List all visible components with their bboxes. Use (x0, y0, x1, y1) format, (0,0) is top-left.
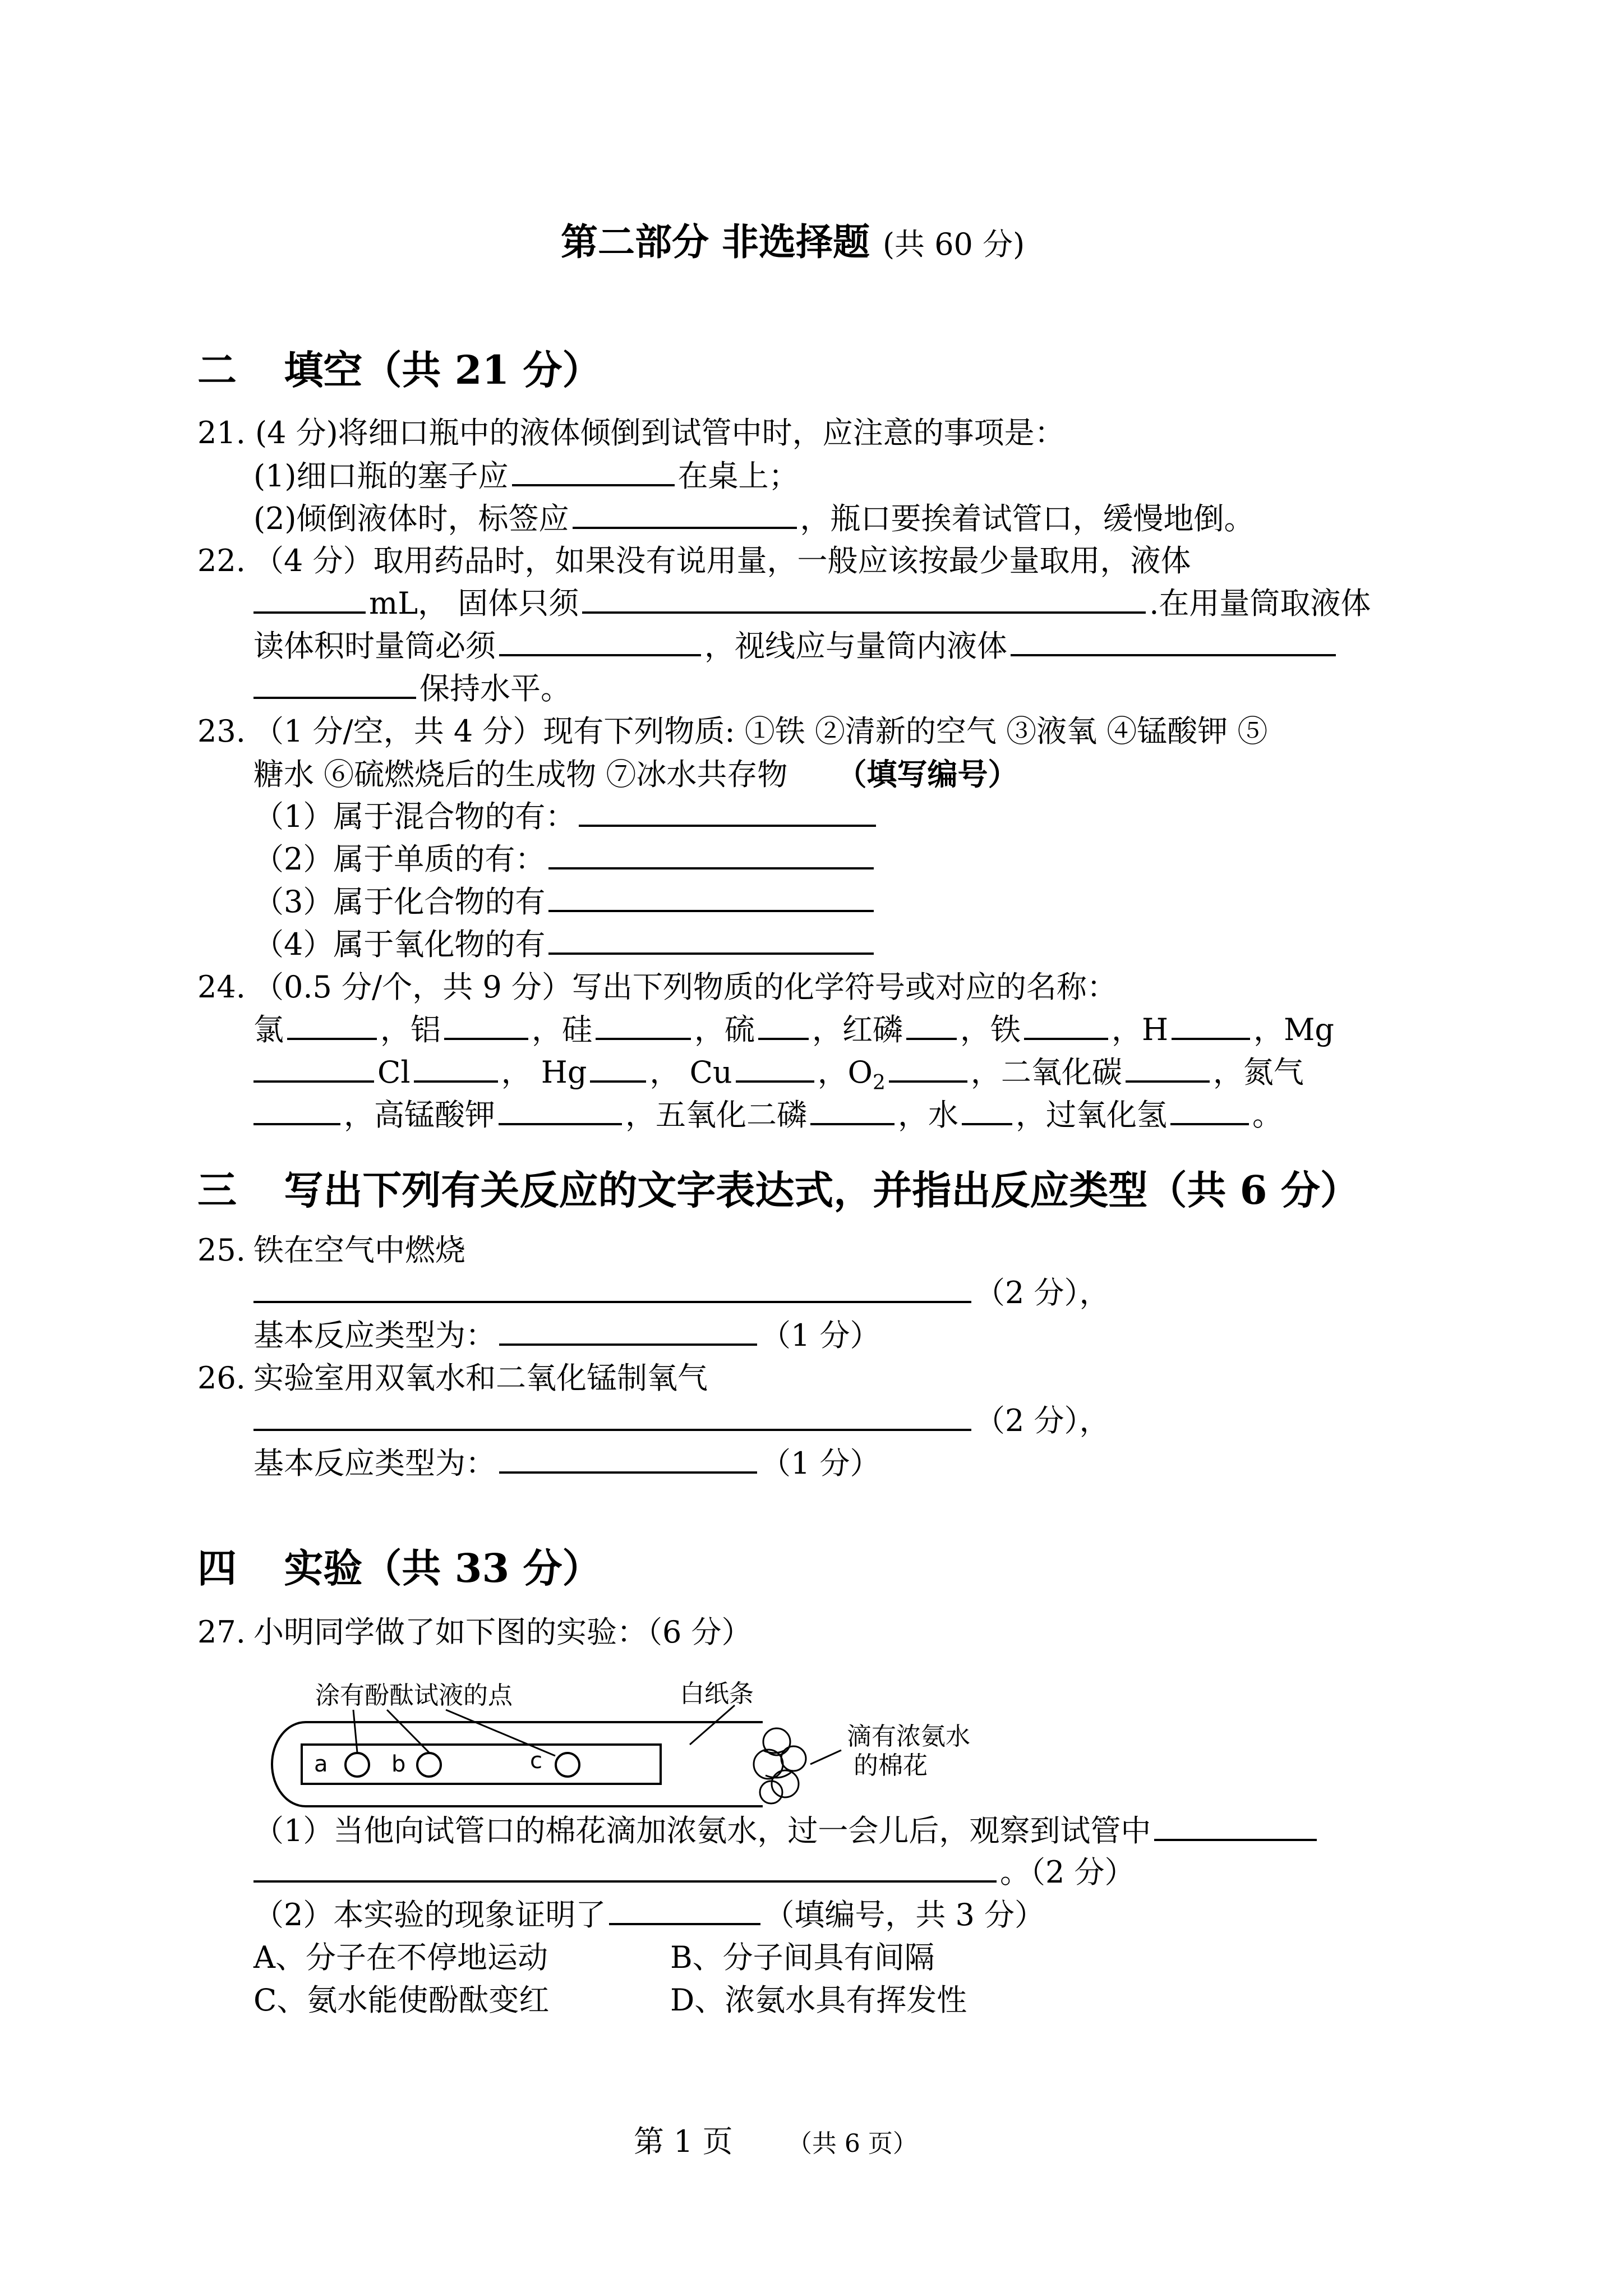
q24-row1 (253, 1012, 1334, 1048)
q26-score1: （2 分）， (975, 1403, 1110, 1438)
section-4-number: 四 (197, 1545, 237, 1591)
q24-blank[interactable] (590, 1055, 646, 1083)
q25-line-equation (253, 1275, 1110, 1311)
q23-sub1 (253, 799, 879, 835)
q24-r2-item: ，二氧化碳 (970, 1055, 1122, 1090)
dot-label-b: b (391, 1751, 406, 1777)
q22-blank-4[interactable] (1011, 628, 1336, 656)
q22-line1: （4 分）取用药品时，如果没有说用量，一般应该按最少量取用，液体 (253, 543, 1191, 578)
q24-line1: （0.5 分/个，共 9 分）写出下列物质的化学符号或对应的名称： (253, 969, 1117, 1005)
q24-r2-item: ， Cu (649, 1055, 732, 1090)
q21-line1-b: 在桌上； (677, 458, 799, 494)
q27-option-d: D、浓氨水具有挥发性 (670, 1982, 967, 2018)
q24-blank[interactable] (253, 1097, 340, 1125)
q23-sub3-label: （3）属于化合物的有 (253, 884, 546, 919)
q24-blank[interactable] (889, 1055, 967, 1083)
q27-part1-score: 。（2 分） (1000, 1855, 1135, 1890)
q27-part1-text: （1）当他向试管口的棉花滴加浓氨水，过一会儿后，观察到试管中 (253, 1813, 1151, 1848)
q27-option-a: A、分子在不停地运动 (253, 1940, 548, 1975)
q24-r2-item: ， Hg (501, 1055, 587, 1090)
dot-label-c: c (530, 1748, 542, 1774)
q24-blank[interactable] (906, 1012, 957, 1040)
q24-r1-item: ，红磷 (812, 1012, 903, 1047)
q21-line2 (253, 501, 1255, 537)
q23-number: 23. (197, 714, 246, 749)
cotton-pointer (810, 1750, 841, 1764)
q23-sub2-label: （2）属于单质的有： (253, 841, 546, 877)
section-3-heading (197, 1159, 1359, 1216)
q26-title: 实验室用双氧水和二氧化锰制氧气 (253, 1360, 708, 1396)
q24-blank[interactable] (736, 1055, 814, 1083)
dot-label-a: a (314, 1751, 328, 1777)
section-2-title: 填空（共 21 分） (284, 347, 602, 393)
q26-line-type (253, 1446, 880, 1481)
q24-blank[interactable] (1126, 1055, 1210, 1083)
q24-blank[interactable] (1170, 1097, 1249, 1125)
figure-label-dots: 涂有酚酞试液的点 (315, 1681, 513, 1710)
q24-r3-item: ，高锰酸钾 (344, 1097, 495, 1133)
q24-r1-item: ，Mg (1253, 1012, 1334, 1047)
q21-blank-2[interactable] (573, 501, 797, 529)
page-total: （共 6 页） (787, 2129, 917, 2158)
q22-line3-a: 读体积时量筒必须 (253, 628, 496, 664)
q23-blank-3[interactable] (548, 884, 874, 912)
q23-sub4-label: （4）属于氧化物的有 (253, 927, 546, 962)
q22-blank-2[interactable] (582, 586, 1146, 614)
q27-part1-line1 (253, 1813, 1320, 1849)
q24-row2 (253, 1055, 1304, 1101)
q27-part2-text: （2）本实验的现象证明了 (253, 1897, 606, 1932)
q22-number: 22. (197, 543, 246, 578)
q24-blank[interactable] (287, 1012, 377, 1040)
q26-type-label: 基本反应类型为： (253, 1446, 496, 1481)
q23-line2-b: （填写编号） (836, 756, 1018, 792)
q22-blank-5[interactable] (253, 671, 416, 699)
q24-r3-item: 。 (1252, 1097, 1283, 1133)
dot-c (556, 1753, 579, 1777)
q27-option-b: B、分子间具有间隔 (670, 1940, 935, 1975)
pointer-lines (353, 1710, 555, 1756)
page-number: 第 1 页 (634, 2124, 733, 2159)
page-title (561, 212, 1025, 265)
q22-blank-3[interactable] (499, 628, 701, 656)
q24-blank[interactable] (253, 1055, 374, 1083)
q23-line1: （1 分/空，共 4 分）现有下列物质: ①铁 ②清新的空气 ③液氧 ④锰酸钾 ⑤ (253, 714, 1268, 749)
q23-blank-4[interactable] (548, 927, 874, 955)
cotton-icon (754, 1728, 806, 1803)
q24-blank[interactable] (1172, 1012, 1250, 1040)
q25-type-blank[interactable] (499, 1318, 757, 1346)
q23-blank-1[interactable] (579, 799, 876, 827)
q24-r2-item: ，氮气 (1212, 1055, 1304, 1090)
figure-label-paper: 白纸条 (680, 1680, 754, 1708)
q23-sub1-label: （1）属于混合物的有： (253, 799, 576, 834)
q25-type-label: 基本反应类型为： (253, 1318, 496, 1353)
q24-blank[interactable] (414, 1055, 498, 1083)
q24-r3-item: ，水 (898, 1097, 958, 1133)
q21-line2-a: (2)倾倒液体时，标签应 (253, 501, 569, 536)
q25-score2: （1 分） (760, 1318, 880, 1353)
q24-blank[interactable] (758, 1012, 809, 1040)
q24-r2-item: ，O (817, 1055, 873, 1090)
q26-equation-blank[interactable] (253, 1403, 971, 1431)
q27-blank-3[interactable] (609, 1897, 760, 1925)
q21-intro: (4 分)将细口瓶中的液体倾倒到试管中时，应注意的事项是： (255, 415, 1065, 450)
q24-blank[interactable] (499, 1097, 622, 1125)
q25-score1: （2 分）， (975, 1275, 1110, 1310)
title-score: (共 60 分) (882, 227, 1025, 262)
section-2-number: 二 (197, 347, 237, 393)
q22-line3 (253, 628, 1339, 664)
q27-blank-2[interactable] (253, 1855, 997, 1883)
title-text: 第二部分 非选择题 (561, 220, 870, 264)
q24-blank[interactable] (810, 1097, 895, 1125)
dot-b (417, 1753, 441, 1777)
page-footer (634, 2118, 917, 2161)
q24-blank[interactable] (1024, 1012, 1108, 1040)
section-4-heading (197, 1537, 602, 1594)
section-3-title: 写出下列有关反应的文字表达式，并指出反应类型（共 6 分） (284, 1167, 1359, 1213)
q24-r3-item: ，五氧化二磷 (625, 1097, 807, 1133)
q21-number: 21. (197, 415, 246, 450)
q27-part2 (253, 1897, 1045, 1933)
q27-part2-score: （填编号，共 3 分） (764, 1897, 1045, 1932)
q23-line2 (253, 756, 1018, 793)
q22-line2-a: mL， 固体只须 (369, 586, 579, 621)
q26-type-blank[interactable] (499, 1446, 757, 1474)
q24-r1-item: ，铝 (380, 1012, 441, 1047)
q24-blank[interactable] (444, 1012, 528, 1040)
q22-line4-text: 保持水平。 (419, 671, 571, 706)
q24-r2-item: Cl (377, 1055, 411, 1090)
q25-equation-blank[interactable] (253, 1275, 971, 1303)
q24-r1-item: ，硫 (694, 1012, 755, 1047)
q25-title: 铁在空气中燃烧 (253, 1232, 465, 1268)
q23-sub2 (253, 841, 877, 877)
section-4-title: 实验（共 33 分） (284, 1545, 602, 1591)
figure-label-cotton-2: 的棉花 (854, 1751, 928, 1780)
q23-sub3 (253, 884, 877, 920)
q24-blank[interactable] (962, 1097, 1012, 1125)
q26-number: 26. (197, 1360, 246, 1396)
q24-r1-item: ，H (1112, 1012, 1169, 1047)
q24-r1-item: 氯 (253, 1012, 284, 1047)
q22-line3-b: ，视线应与量筒内液体 (704, 628, 1007, 664)
q24-subscript: 2 (872, 1071, 886, 1094)
section-2-heading (197, 339, 602, 395)
q27-blank-1[interactable] (1154, 1813, 1317, 1841)
paper-pointer (690, 1705, 735, 1745)
figure-label-cotton-1: 滴有浓氨水 (847, 1722, 970, 1751)
q24-number: 24. (197, 969, 246, 1005)
q27-part1-line2 (253, 1855, 1135, 1890)
q21-line1 (253, 458, 799, 494)
q21-line1-a: (1)细口瓶的塞子应 (253, 458, 509, 494)
q24-blank[interactable] (596, 1012, 691, 1040)
q23-blank-2[interactable] (548, 841, 874, 869)
q25-line-type (253, 1318, 880, 1354)
q24-row3 (253, 1097, 1283, 1133)
test-tube-figure (264, 1666, 1009, 1818)
q24-r3-item: ，过氧化氢 (1016, 1097, 1167, 1133)
q23-sub4 (253, 927, 877, 963)
q26-line-equation (253, 1403, 1110, 1439)
q27-option-c: C、氨水能使酚酞变红 (253, 1982, 550, 2018)
q25-number: 25. (197, 1232, 246, 1268)
q22-line2 (253, 586, 1371, 622)
q23-line2-a: 糖水 ⑥硫燃烧后的生成物 ⑦冰水共存物 (253, 757, 788, 792)
q22-blank-1[interactable] (253, 586, 366, 614)
paper-strip (302, 1745, 661, 1784)
dot-a (345, 1753, 369, 1777)
q21-blank-1[interactable] (512, 458, 675, 486)
q24-r1-item: ，铁 (960, 1012, 1021, 1047)
section-3-number: 三 (197, 1167, 237, 1213)
q21-line2-b: ，瓶口要挨着试管口，缓慢地倒。 (800, 501, 1255, 536)
q24-r1-item: ，硅 (532, 1012, 592, 1047)
q27-number: 27. (197, 1614, 246, 1650)
q27-intro: 小明同学做了如下图的实验：（6 分） (253, 1614, 752, 1650)
q22-line2-b: .在用量筒取液体 (1149, 586, 1371, 621)
q26-score2: （1 分） (760, 1446, 880, 1481)
q22-line4 (253, 671, 571, 707)
